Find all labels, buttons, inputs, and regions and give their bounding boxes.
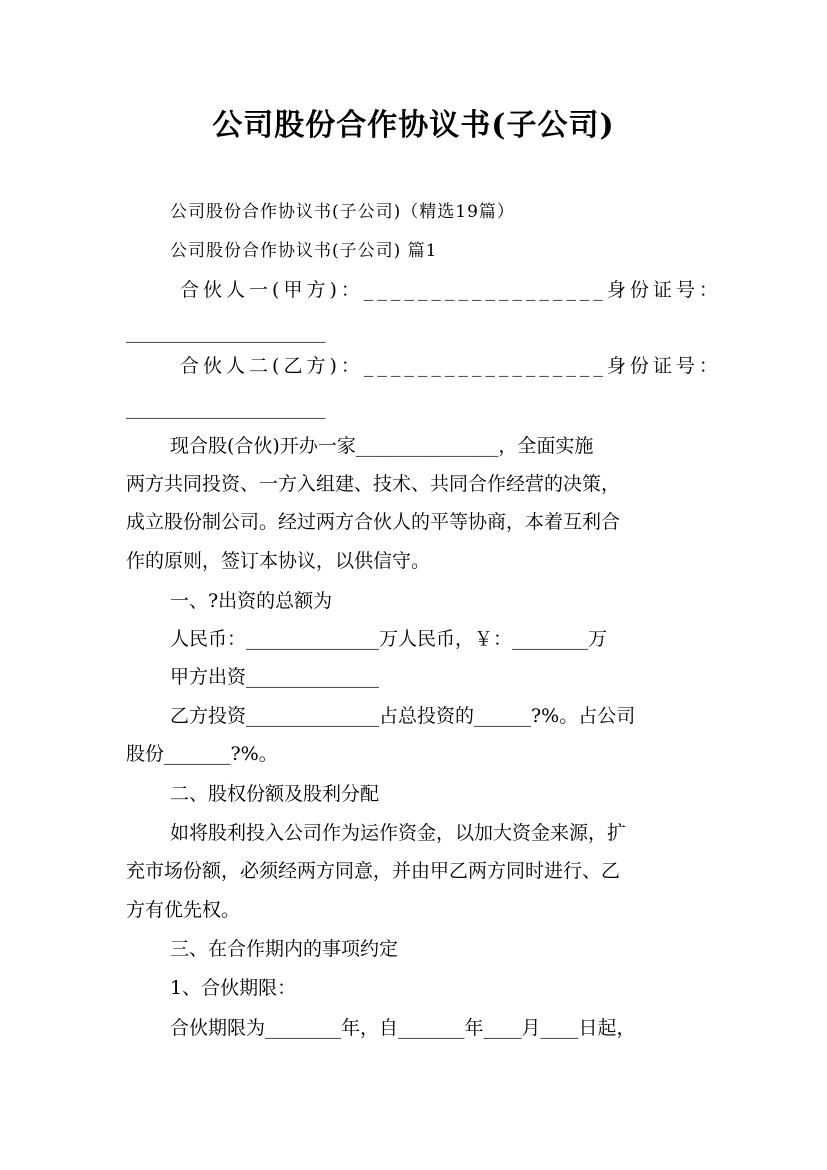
doc-paragraph-line: 方有优先权。 [126, 899, 241, 921]
doc-line-shares: 股份_______?%。 [126, 743, 278, 765]
doc-line-party-a-capital: 甲方出资______________ [170, 666, 380, 688]
doc-line-partner-a-id-blank: _____________________ [126, 321, 326, 343]
doc-line-party-b-investment: 乙方投资______________占总投资的______?%。占公司 [170, 705, 636, 727]
doc-heading-term-limit: 1、合伙期限： [170, 977, 297, 999]
document-title: 公司股份合作协议书(子公司) [212, 108, 615, 143]
doc-heading-terms: 三、在合作期内的事项约定 [170, 938, 399, 960]
doc-heading-equity: 二、股权份额及股利分配 [170, 783, 380, 805]
doc-paragraph-line: 充市场份额，必须经两方同意，并由甲乙两方同时进行、乙 [126, 860, 621, 882]
doc-heading-capital: 一、?出资的总额为 [170, 590, 333, 612]
doc-line-subtitle: 公司股份合作协议书(子公司)（精选19篇） [170, 202, 515, 222]
doc-line-partner-b-id-blank: _____________________ [126, 397, 326, 419]
doc-paragraph-line: 两方共同投资、一方入组建、技术、共同合作经营的决策， [126, 473, 621, 495]
doc-line-term-period: 合伙期限为________年，自_______年____月____日起， [170, 1017, 636, 1039]
doc-line-rmb: 人民币：______________万人民币，￥：________万 [170, 628, 608, 650]
doc-paragraph-line: 成立股份制公司。经过两方合伙人的平等协商，本着互利合 [126, 511, 621, 533]
doc-line-partner-a: 合伙人一(甲方)：__________________身份证号： [170, 279, 722, 301]
doc-paragraph-line: 如将股利投入公司作为运作资金，以加大资金来源，扩 [170, 822, 627, 844]
doc-line-section-heading: 公司股份合作协议书(子公司) 篇1 [170, 241, 438, 261]
doc-paragraph-line: 作的原则，签订本协议，以供信守。 [126, 550, 431, 572]
doc-paragraph-line: 现合股(合伙)开办一家_______________，全面实施 [170, 435, 594, 457]
doc-line-partner-b: 合伙人二(乙方)：__________________身份证号： [170, 355, 722, 377]
